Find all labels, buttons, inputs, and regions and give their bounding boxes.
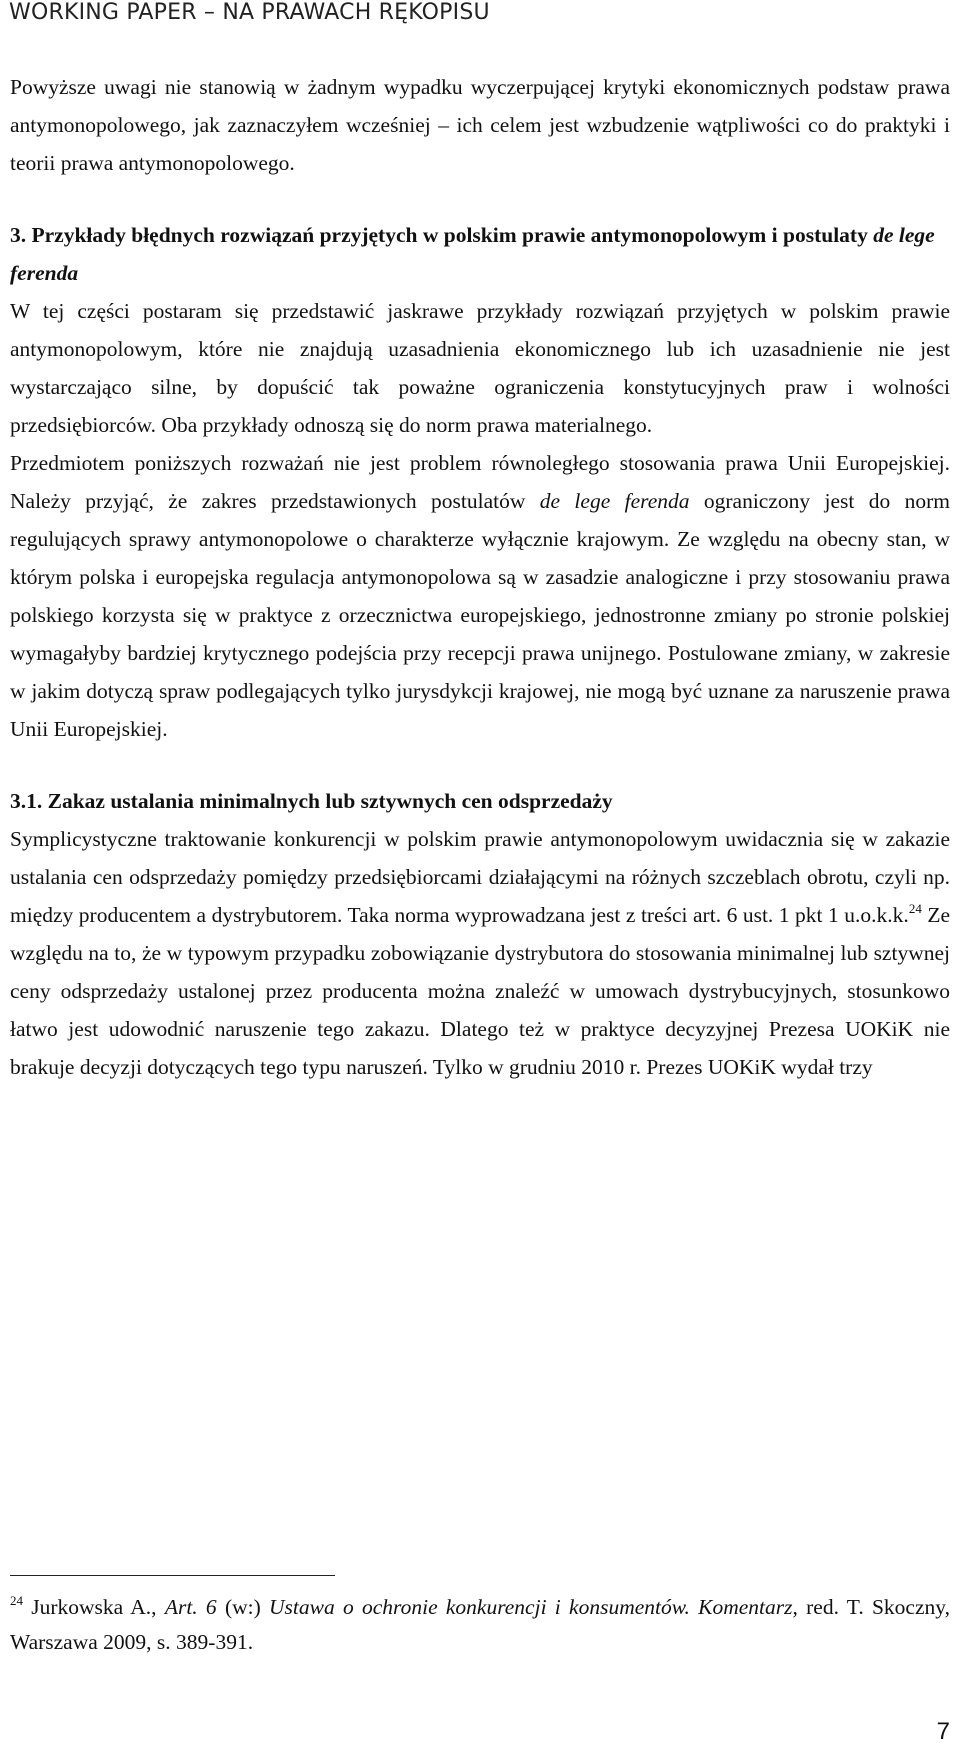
footnote-article: Art. 6	[164, 1595, 217, 1619]
section-3-paragraph-2-start: Przedmiotem poniższych rozważań nie jest problem równoległego stosowania prawa Unii Europejskiej. Należy przyjąć, że zakres przedstawionych postulatów	[10, 451, 950, 513]
running-header: WORKING PAPER – NA PRAWACH RĘKOPISU	[9, 0, 490, 25]
section-3-paragraph-2	[10, 444, 950, 748]
footnote-details: , red. T. Skoczny, Warszawa 2009, s. 389-391.	[10, 1595, 950, 1654]
section-3-heading-text: 3. Przykłady błędnych rozwiązań przyjętych w polskim prawie antymonopolowym i postulaty	[10, 223, 874, 247]
section-3-heading	[10, 216, 950, 292]
section-3-1-paragraph	[10, 820, 950, 1086]
section-3-heading-italic: de lege ferenda	[10, 223, 935, 285]
intro-paragraph: Powyższe uwagi nie stanowią w żadnym wypadku wyczerpującej krytyki ekonomicznych podstaw prawa antymonopolowego, jak zaznaczyłem wcześniej – ich celem jest wzbudzenie wątpliwości co do praktyki i teorii prawa antymonopolowego.	[10, 75, 950, 175]
section-3-paragraph-1: W tej części postaram się przedstawić jaskrawe przykłady rozwiązań przyjętych w polskim prawie antymonopolowym, które nie znajdują uzasadnienia ekonomicznego lub ich uzasadnienie nie jest wystarczająco silne, by dopuścić tak poważne ograniczenia konstytucyjnych praw i wolności przedsiębiorców. Oba przykłady odnoszą się do norm prawa materialnego.	[10, 299, 950, 437]
footnote-separator	[10, 1575, 335, 1576]
section-3-1-paragraph-start: Symplicystyczne traktowanie konkurencji w polskim prawie antymonopolowym uwidacznia się w zakazie ustalania cen odsprzedaży pomiędzy przedsiębiorcami działającymi na różnych szczeblach obrotu, czyli np. między producentem a dystrybutorem. Taka norma wyprowadzana jest z treści art. 6 ust. 1 pkt 1 u.o.k.k.	[10, 827, 950, 927]
footnote-title: Ustawa o ochronie konkurencji i konsumentów. Komentarz	[269, 1595, 793, 1619]
footnote-number: 24	[10, 1593, 23, 1608]
section-3-paragraph-2-italic: de lege ferenda	[539, 489, 690, 513]
page-body	[10, 68, 950, 1086]
footnote-in: (w:)	[216, 1595, 270, 1619]
section-3-1-paragraph-end: Ze względu na to, że w typowym przypadku zobowiązanie dystrybutora do stosowania minimalnej lub sztywnej ceny odsprzedaży ustalonej przez producenta można znaleźć w umowach dystrybucyjnych, stosunkowo łatwo jest udowodnić naruszenie tego zakazu. Dlatego też w praktyce decyzyjnej Prezesa UOKiK nie brakuje decyzji dotyczących tego typu naruszeń. Tylko w grudniu 2010 r. Prezes UOKiK wydał trzy	[10, 903, 950, 1079]
section-3-paragraph-2-end: ograniczony jest do norm regulujących sprawy antymonopolowe o charakterze wyłącznie krajowym. Ze względu na obecny stan, w którym polska i europejska regulacja antymonopolowa są w zasadzie analogiczne i przy stosowaniu prawa polskiego korzysta się w praktyce z orzecznictwa europejskiego, jednostronne zmiany po stronie polskiej wymagałyby bardziej krytycznego podejścia przy recepcji prawa unijnego. Postulowane zmiany, w zakresie w jakim dotyczą spraw podlegających tylko jurysdykcji krajowej, nie mogą być uznane za naruszenie prawa Unii Europejskiej.	[10, 489, 950, 741]
section-3-1-heading: 3.1. Zakaz ustalania minimalnych lub sztywnych cen odsprzedaży	[10, 789, 613, 813]
footnote-author: Jurkowska A.,	[23, 1595, 165, 1619]
page-number: 7	[936, 1718, 950, 1745]
footnote-24	[10, 1590, 950, 1660]
footnote-reference[interactable]: 24	[908, 901, 922, 916]
